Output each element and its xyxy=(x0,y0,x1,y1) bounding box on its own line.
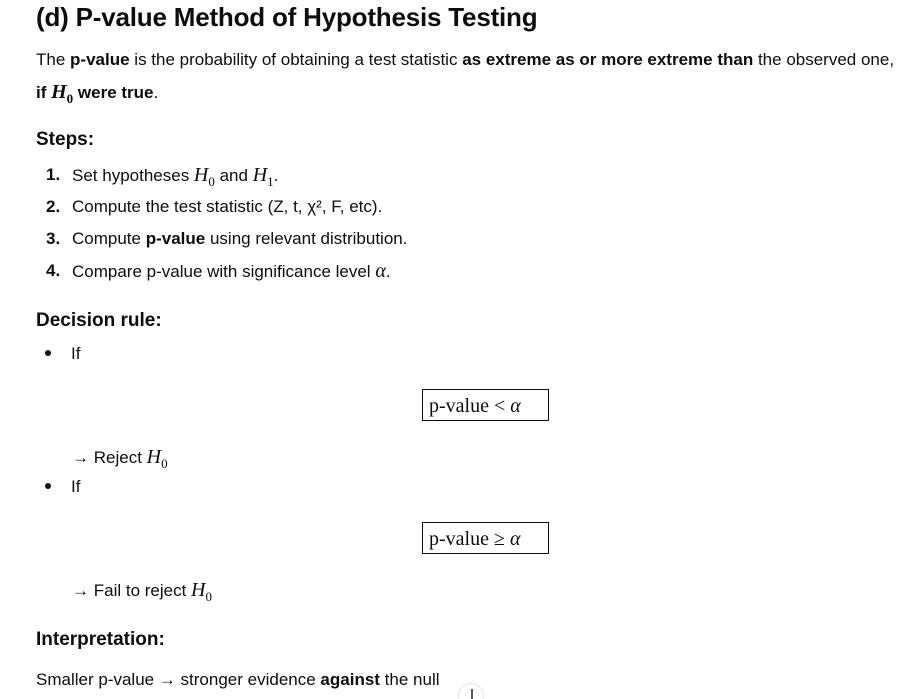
bullet-dot xyxy=(45,350,51,356)
intro-bold: as extreme as or more extreme than xyxy=(462,50,754,69)
intro-paragraph xyxy=(36,44,906,115)
step-item: 3. Compute p-value using relevant distribution. xyxy=(36,223,407,255)
decision-bullet: If xyxy=(45,341,80,367)
h1-symbol: $H_1$ xyxy=(252,164,274,189)
decision-heading: Decision rule: xyxy=(36,310,162,331)
interpretation-heading: Interpretation: xyxy=(36,629,165,650)
h0-symbol: $H_0$ xyxy=(193,164,215,189)
interpretation-text: Smaller p-value → stronger evidence against the null xyxy=(36,670,440,689)
h0-symbol: $H_0$ xyxy=(51,81,74,106)
step-number: 3. xyxy=(46,229,61,248)
condition-box: p-value ≥ α xyxy=(422,522,549,554)
intro-text: The xyxy=(36,50,71,69)
alpha-symbol: α xyxy=(375,260,386,282)
h0-symbol: $H_0$ xyxy=(146,446,168,471)
intro-bold: p-value xyxy=(70,50,130,69)
step-number: 4. xyxy=(46,261,61,280)
condition-box: p-value < α xyxy=(422,389,549,421)
step-item: 1. Set hypotheses $H_0$ and $H_1$. xyxy=(36,159,407,191)
decision-result: → Fail to reject $H_0$ xyxy=(72,579,212,604)
intro-text: . xyxy=(153,83,159,102)
scroll-down-button[interactable] xyxy=(458,683,484,699)
intro-text: is the probability of obtaining a test statistic xyxy=(129,50,463,69)
step-number: 2. xyxy=(46,197,61,216)
step-item xyxy=(36,191,407,223)
intro-condition: if $H_0$ were true xyxy=(36,81,154,106)
step-number: 1. xyxy=(46,165,61,184)
step-item: 4. Compare p-value with significance level α. xyxy=(36,255,407,287)
steps-heading: Steps: xyxy=(36,129,95,150)
intro-text: the observed one, xyxy=(753,50,895,69)
decision-result: → Reject $H_0$ xyxy=(72,446,168,471)
decision-bullet: If xyxy=(45,474,80,500)
page-title: (d) P-value Method of Hypothesis Testing xyxy=(36,2,538,32)
bullet-dot xyxy=(45,483,51,489)
steps-list xyxy=(36,159,407,287)
step-text: Compute the test statistic (Z, t, χ², F, etc). xyxy=(72,197,383,216)
h0-symbol: $H_0$ xyxy=(191,579,212,604)
